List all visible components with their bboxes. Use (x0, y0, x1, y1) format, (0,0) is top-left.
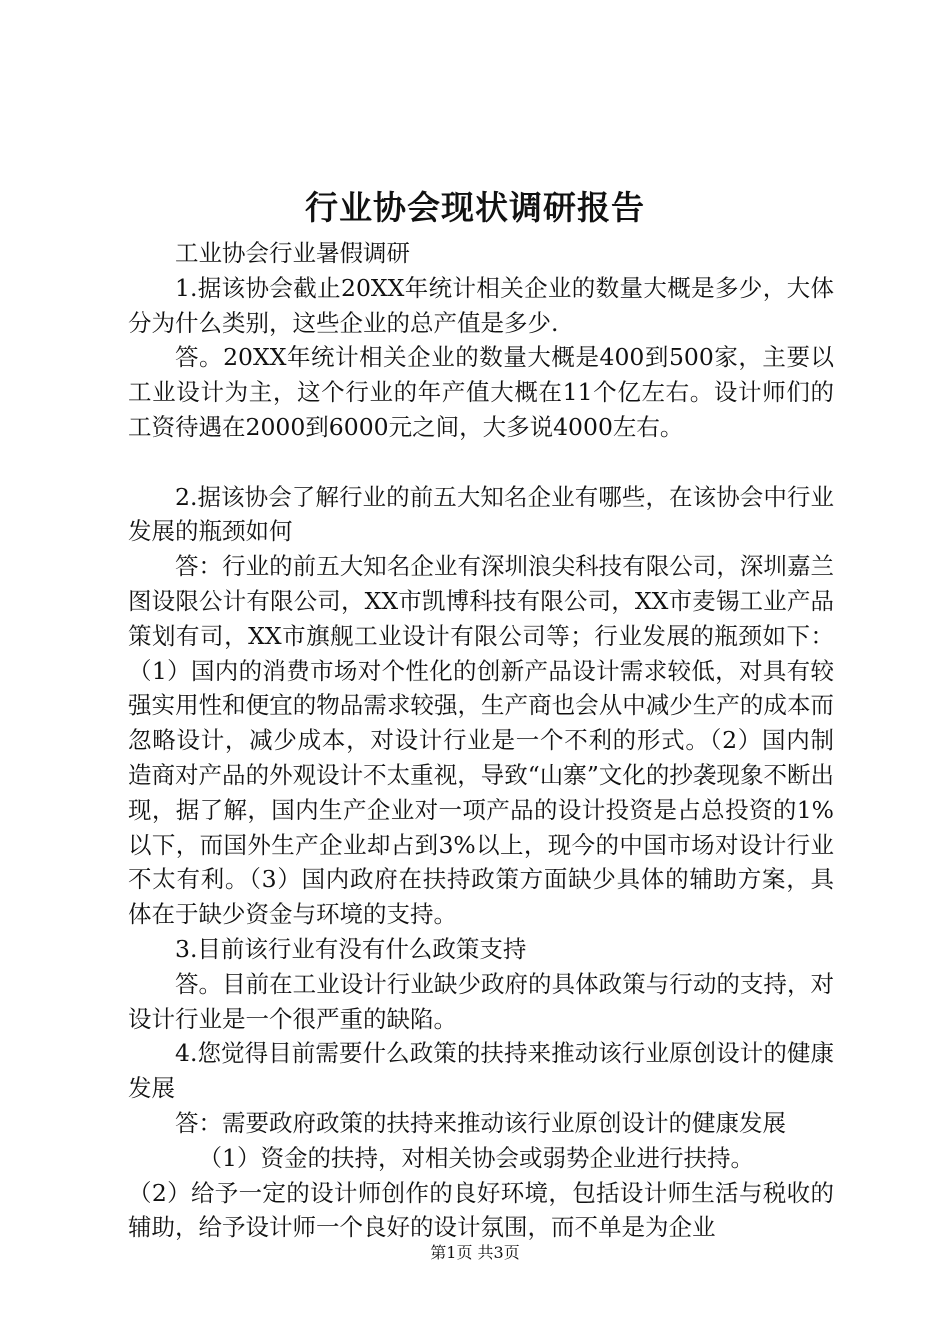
answer-2: 答：行业的前五大知名企业有深圳浪尖科技有限公司，深圳嘉兰图设限公计有限公司，XX市凯博科技有限公司，XX市麦锡工业产品策划有司，XX市旗舰工业设计有限公司等；行业发展的瓶颈如下：（1）国内的消费市场对个性化的创新产品设计需求较低，对具有较强实用性和便宜的物品需求较强，生产商也会从中减少生产的成本而忽略设计，减少成本，对设计行业是一个不利的形式。（2）国内制造商对产品的外观设计不太重视，导致“山寨”文化的抄袭现象不断出现，据了解，国内生产企业对一项产品的设计投资是占总投资的1%以下，而国外生产企业却占到3%以上，现今的中国市场对设计行业不太有利。（3）国内政府在扶持政策方面缺少具体的辅助方案，具体在于缺少资金与环境的支持。 (128, 552, 834, 929)
paragraph-gap (128, 445, 834, 480)
question-1: 1.据该协会截止20XX年统计相关企业的数量大概是多少，大体分为什么类别，这些企业的总产值是多少. (128, 273, 834, 337)
answer-4-item-1: （1）资金的扶持，对相关协会或弱势企业进行扶持。 (198, 1143, 754, 1172)
document-body (128, 236, 834, 1245)
document-title: 行业协会现状调研报告 (305, 188, 645, 227)
question-3: 3.目前该行业有没有什么政策支持 (175, 934, 527, 963)
answer-3: 答。目前在工业设计行业缺少政府的具体政策与行动的支持，对设计行业是一个很严重的缺陷。 (128, 969, 834, 1033)
answer-4-item-2: （2）给予一定的设计师创作的良好环境，包括设计师生活与税收的辅助，给予设计师一个良好的设计氛围，而不单是为企业 (128, 1178, 834, 1242)
answer-4: 答：需要政府政策的扶持来推动该行业原创设计的健康发展 (175, 1108, 786, 1137)
question-2: 2.据该协会了解行业的前五大知名企业有哪些，在该协会中行业发展的瓶颈如何 (128, 482, 834, 546)
page-footer: 第1页 共3页 (430, 1243, 520, 1262)
question-4: 4.您觉得目前需要什么政策的扶持来推动该行业原创设计的健康发展 (128, 1039, 834, 1103)
subtitle-paragraph: 工业协会行业暑假调研 (175, 239, 410, 267)
answer-1: 答。20XX年统计相关企业的数量大概是400到500家，主要以工业设计为主，这个行业的年产值大概在11个亿左右。设计师们的工资待遇在2000到6000元之间，大多说4000左右。 (128, 343, 834, 441)
